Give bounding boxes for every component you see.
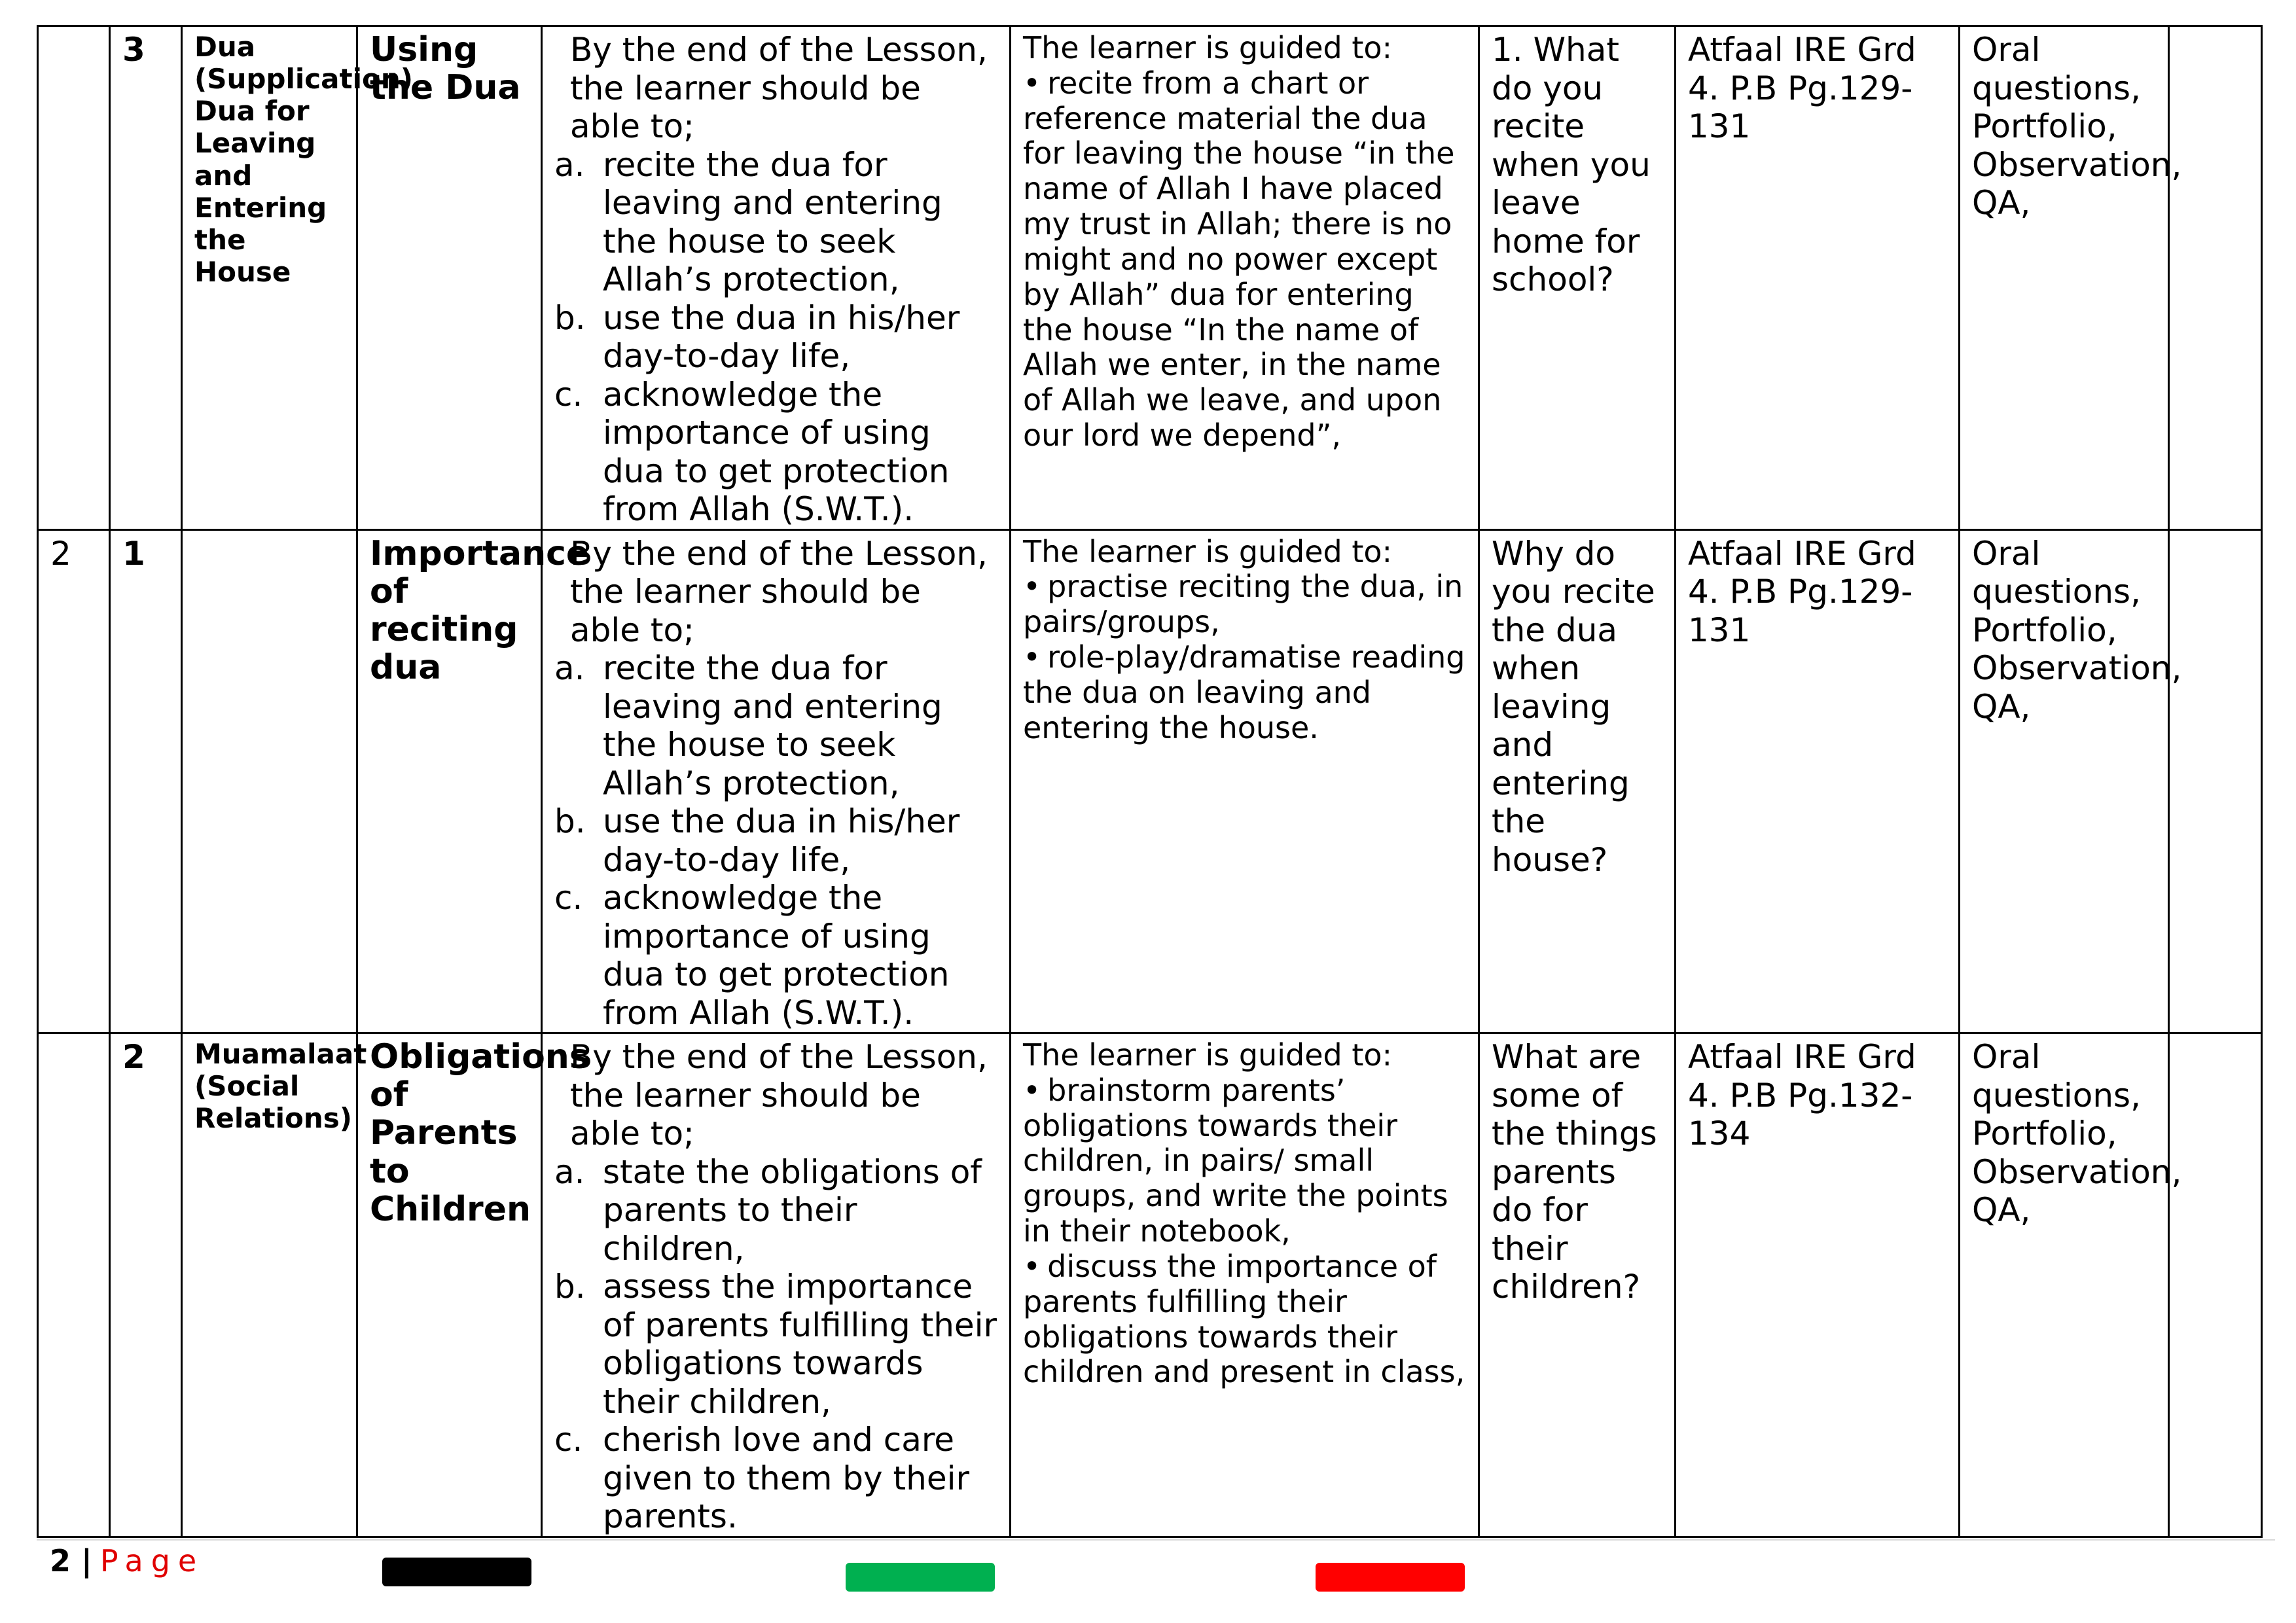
outcomes-intro: By the end of the Lesson, the learner should be able to; <box>570 31 988 145</box>
outcome-item <box>554 299 997 376</box>
experiences-intro: The learner is guided to: <box>1023 30 1393 65</box>
week-cell <box>38 26 110 530</box>
outcome-text: acknowledge the importance of using dua to get protection from Allah (S.W.T.). <box>603 375 950 528</box>
page-footer <box>50 1543 204 1578</box>
outcomes-list <box>554 649 997 1032</box>
learning-resources-cell: Atfaal IRE Grd 4. P.B Pg.129-131 <box>1676 529 1960 1033</box>
key-inquiry-question-cell: 1. What do you recite when you leave home for school? <box>1479 26 1676 530</box>
outcome-text: recite the dua for leaving and entering the house to seek Allah’s protection, <box>603 145 942 298</box>
sub-strand-cell: Using the Dua <box>357 26 542 530</box>
experience-item <box>1023 1249 1466 1390</box>
outcome-marker: a. <box>554 649 585 687</box>
outcome-item <box>554 802 997 879</box>
outcome-text: recite the dua for leaving and entering the house to seek Allah’s protection, <box>603 649 942 802</box>
experiences-intro: The learner is guided to: <box>1023 1037 1393 1073</box>
scheme-of-work-table <box>37 25 2263 1538</box>
experiences-list <box>1023 1073 1466 1390</box>
learning-experiences-cell <box>1011 529 1479 1033</box>
outcome-marker: a. <box>554 1152 585 1191</box>
outcomes-list <box>554 146 997 529</box>
outcome-text: use the dua in his/her day-to-day life, <box>603 802 960 879</box>
outcome-text: cherish love and care given to them by their parents. <box>603 1421 970 1535</box>
outcome-marker: b. <box>554 802 586 840</box>
key-inquiry-question-cell: Why do you recite the dua when leaving and entering the house? <box>1479 529 1676 1033</box>
sub-strand-cell: Importance of reciting dua <box>357 529 542 1033</box>
bullet-icon: • <box>1023 639 1041 675</box>
learning-experiences-cell <box>1011 1033 1479 1537</box>
lesson-cell: 1 <box>110 529 182 1033</box>
sub-strand-cell: Obligations of Parents to Children <box>357 1033 542 1537</box>
bullet-icon: • <box>1023 1072 1041 1108</box>
learning-outcomes-cell <box>542 529 1011 1033</box>
outcome-text: assess the importance of parents fulfilling their obligations towards their children, <box>603 1268 997 1421</box>
table-row <box>38 26 2262 530</box>
experience-item <box>1023 66 1466 454</box>
experience-text: role-play/dramatise reading the dua on leaving and entering the house. <box>1023 639 1465 745</box>
week-cell: 2 <box>38 529 110 1033</box>
page-word: Page <box>99 1543 205 1578</box>
strand-cell: Muamalaat (Social Relations) <box>182 1033 357 1537</box>
assessment-cell: Oral questions, Portfolio, Observation, QA, <box>1960 26 2169 530</box>
outcome-marker: c. <box>554 879 583 917</box>
assessment-cell: Oral questions, Portfolio, Observation, QA, <box>1960 1033 2169 1537</box>
outcome-marker: c. <box>554 1421 583 1459</box>
table-row <box>38 1033 2262 1537</box>
outcome-text: use the dua in his/her day-to-day life, <box>603 298 960 375</box>
outcome-text: acknowledge the importance of using dua to get protection from Allah (S.W.T.). <box>603 879 950 1032</box>
remarks-cell <box>2169 26 2262 530</box>
outcome-item <box>554 1153 997 1268</box>
red-swatch <box>1316 1563 1465 1592</box>
outcome-item <box>554 376 997 529</box>
outcome-text: state the obligations of parents to their children, <box>603 1152 982 1268</box>
remarks-cell <box>2169 529 2262 1033</box>
experiences-list <box>1023 66 1466 454</box>
learning-experiences-cell <box>1011 26 1479 530</box>
bullet-icon: • <box>1023 569 1041 605</box>
remarks-cell <box>2169 1033 2262 1537</box>
experience-item <box>1023 640 1466 745</box>
key-inquiry-question-cell: What are some of the things parents do for their children? <box>1479 1033 1676 1537</box>
learning-outcomes-cell <box>542 26 1011 530</box>
experiences-intro: The learner is guided to: <box>1023 533 1393 569</box>
experiences-list <box>1023 569 1466 745</box>
green-swatch <box>846 1563 995 1592</box>
outcome-item <box>554 1268 997 1421</box>
outcome-item <box>554 649 997 802</box>
outcomes-intro: By the end of the Lesson, the learner should be able to; <box>570 1038 988 1152</box>
outcomes-intro: By the end of the Lesson, the learner should be able to; <box>570 534 988 649</box>
learning-resources-cell: Atfaal IRE Grd 4. P.B Pg.129-131 <box>1676 26 1960 530</box>
experience-text: discuss the importance of parents fulfilling their obligations towards their children and present in class, <box>1023 1248 1465 1390</box>
page-number: 2 <box>50 1543 71 1578</box>
experience-text: recite from a chart or reference material the dua for leaving the house “in the name of Allah I have placed my trust in Allah; there is no might and no power except by Allah” dua for entering the house “In the name of Allah we enter, in the name of Allah we leave, and upon our lord we depend”, <box>1023 65 1455 453</box>
outcome-marker: b. <box>554 298 586 337</box>
experience-item <box>1023 1073 1466 1249</box>
bullet-icon: • <box>1023 65 1041 101</box>
learning-outcomes-cell <box>542 1033 1011 1537</box>
bullet-icon: • <box>1023 1248 1041 1284</box>
outcome-marker: a. <box>554 145 585 184</box>
page-separator: | <box>81 1543 92 1578</box>
black-swatch <box>382 1558 531 1586</box>
table-row <box>38 529 2262 1033</box>
footer-divider <box>37 1539 2275 1541</box>
outcome-marker: c. <box>554 375 583 414</box>
experience-item <box>1023 569 1466 640</box>
week-cell <box>38 1033 110 1537</box>
outcome-item <box>554 1421 997 1536</box>
lesson-cell: 3 <box>110 26 182 530</box>
outcomes-list <box>554 1153 997 1536</box>
experience-text: practise reciting the dua, in pairs/groups, <box>1023 569 1463 640</box>
strand-cell: Dua (Supplication) Dua for Leaving and Entering the House <box>182 26 357 530</box>
experience-text: brainstorm parents’ obligations towards their children, in pairs/ small groups, and write the points in their notebook, <box>1023 1072 1448 1249</box>
learning-resources-cell: Atfaal IRE Grd 4. P.B Pg.132-134 <box>1676 1033 1960 1537</box>
table-body <box>38 26 2262 1537</box>
lesson-cell: 2 <box>110 1033 182 1537</box>
outcome-item <box>554 146 997 299</box>
assessment-cell: Oral questions, Portfolio, Observation, QA, <box>1960 529 2169 1033</box>
outcome-marker: b. <box>554 1268 586 1306</box>
strand-cell <box>182 529 357 1033</box>
outcome-item <box>554 879 997 1032</box>
